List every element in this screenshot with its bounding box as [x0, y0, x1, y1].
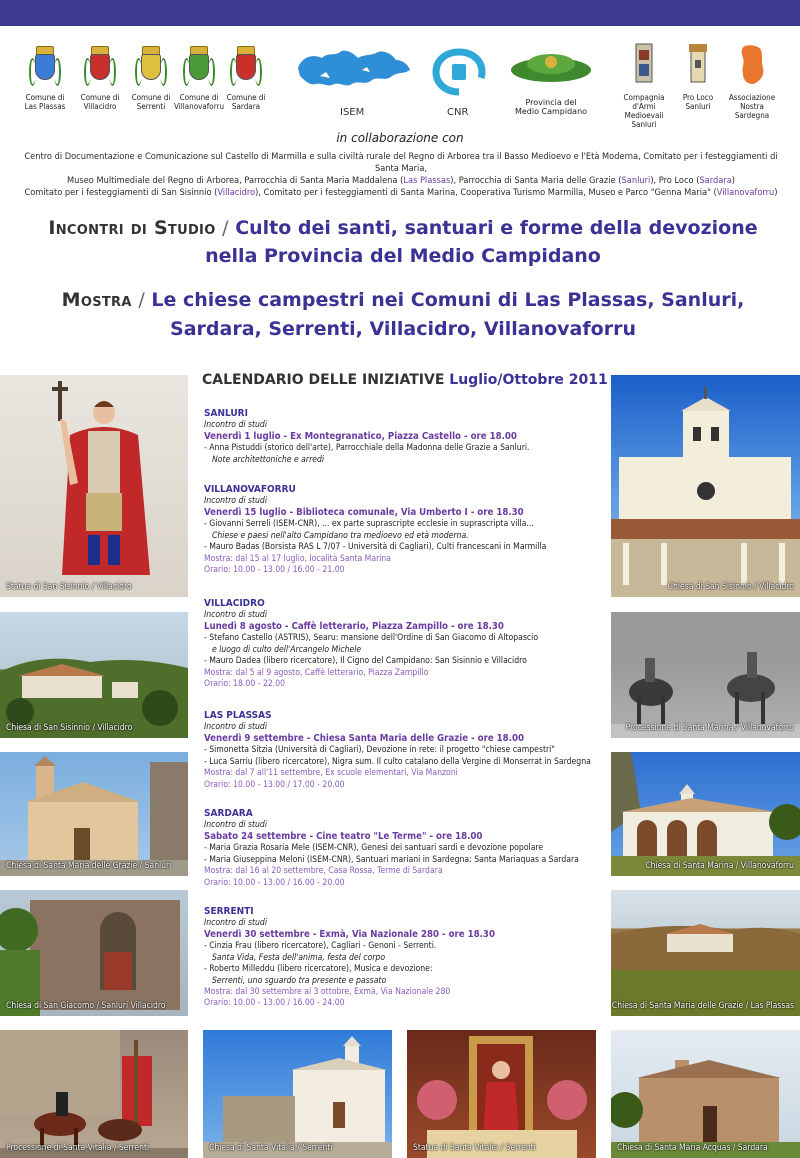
photo-caption: Chiesa di Santa Marina / Villanovaforru — [645, 861, 794, 871]
event-serrenti — [204, 906, 604, 1010]
photo-san-giacomo — [0, 890, 188, 1016]
crest-villacidro — [77, 44, 123, 111]
top-color-bar — [0, 0, 800, 26]
event-orario: Orario: 10.00 - 13.00 / 16.00 - 20.00 — [204, 877, 345, 888]
event-speaker: - Stefano Castello (ASTRIS), Searu: mansione dell'Ordine di San Giacomo di Altopascio — [204, 633, 604, 644]
event-orario: Orario: 18.00 - 22.00 — [204, 679, 286, 690]
coat-of-arms-icon — [231, 44, 261, 90]
event-kind: Incontro di studi — [204, 722, 267, 732]
event-speaker: - Cinzia Frau (libero ricercatore), Cagliari - Genoni - Serrenti. — [204, 941, 604, 952]
partners-line-2: Museo Multimediale del Regno di Arborea, Parrocchia di Santa Maria Maddalena (Las Plassas), Parrocchia di Santa Maria delle Grazie (Sanluri), Pro Loco (Sardara) — [67, 175, 735, 186]
heading-keyword: Incontri di Studio — [48, 217, 216, 239]
event-mostra: Mostra: dal 30 settembre al 3 ottobre, Exmà, Via Nazionale 280 — [204, 987, 451, 998]
event-orario: Orario: 10.00 - 13.00 / 17.00 - 20.00 — [204, 779, 345, 790]
crest-serrenti — [128, 44, 174, 111]
event-kind: Incontro di studi — [204, 820, 267, 830]
event-speaker: - Maria Giuseppina Meloni (ISEM-CNR), Santuari mariani in Sardegna: Santa Mariaquas a Sardara — [204, 855, 604, 866]
event-date: Venerdì 15 luglio - Biblioteca comunale, Via Umberto I - ore 18.30 — [204, 507, 524, 519]
event-orario: Orario: 10.00 - 13.00 / 16.00 - 21.00 — [204, 565, 345, 576]
heading-title: Le chiese campestri nei Comuni di Las Plassas, Sanluri, — [151, 289, 745, 311]
event-mostra: Mostra: dal 7 all'11 settembre, Ex scuole elementari, Via Manzoni — [204, 768, 458, 779]
isem-label: ISEM — [340, 107, 365, 118]
event-kind: Incontro di studi — [204, 496, 267, 506]
logo-caption: Comune di Villanovaforru — [173, 93, 225, 111]
photo-caption: Chiesa di Santa Vitalia / Serrenti — [209, 1143, 333, 1153]
event-town: VILLANOVAFORRU — [204, 484, 296, 495]
event-town: SANLURI — [204, 408, 248, 419]
photo-chiesa-vitalia — [203, 1030, 392, 1158]
photo-caption: Chiesa di San Giacomo / Sanluri Villacidro — [6, 1001, 166, 1011]
event-villanovaforru — [204, 484, 604, 576]
logo-caption: Comune di Villacidro — [80, 93, 120, 111]
logo-caption: Comune di Sardara — [226, 93, 266, 111]
event-speaker: - Anna Pistuddi (storico dell'arte), Parrocchiale della Madonna delle Grazie a Sanluri. — [204, 443, 604, 454]
calendar-title: CALENDARIO DELLE INIZIATIVE Luglio/Ottobre 2011 — [202, 372, 608, 388]
logo-caption: Comune di Las Plassas — [24, 93, 66, 111]
provincia-logo — [506, 48, 596, 88]
event-speaker: - Giovanni Serreli (ISEM-CNR), ... ex parte suprascripte ecclesie in suprascripta villa... — [204, 519, 604, 530]
crest-sardara — [223, 44, 269, 111]
photo-caption: Chiesa di Santa Maria delle Grazie / Sanluri — [6, 861, 172, 871]
event-speaker-cont: e luogo di culto dell'Arcangelo Michele — [212, 644, 362, 655]
heading-mostra: Mostra / Le chiese campestri nei Comuni di Las Plassas, Sanluri, Sardara, Serrenti, Villacidro, Villanovaforru — [18, 286, 788, 344]
logo-caption: Pro Loco Sanluri — [682, 93, 714, 111]
partners-line-3: Comitato per i festeggiamenti di San Sisinnio (Villacidro), Comitato per i festeggiamenti di Santa Marina, Cooperativa Turismo Marmilla, Museo e Parco "Genna Maria" (Villanovaforru) — [24, 187, 778, 198]
photo-caption: Chiesa di San Sisinnio / Villacidro — [6, 723, 133, 733]
coat-of-arms-icon — [136, 44, 166, 90]
photo-chiesa-sisinnio-left — [0, 612, 188, 738]
photo-caption: Chiesa di Santa Maria delle Grazie / Las Plassas — [611, 1001, 794, 1011]
event-date: Venerdì 1 luglio - Ex Montegranatico, Piazza Castello - ore 18.00 — [204, 431, 517, 443]
event-town: LAS PLASSAS — [204, 710, 272, 721]
photo-santa-maria-acquas — [611, 1030, 800, 1158]
photo-statua-san-sisinnio — [0, 375, 188, 597]
event-speaker-cont: Serrenti, uno sguardo tra presente e passato — [212, 975, 387, 986]
event-kind: Incontro di studi — [204, 610, 267, 620]
event-speaker: - Maria Grazia Rosaria Mele (ISEM-CNR), Genesi dei santuari sardi e devozione popolare — [204, 843, 604, 854]
event-las-plassas — [204, 710, 604, 791]
heading-title-cont: Sardara, Serrenti, Villacidro, Villanovaforru — [170, 318, 636, 340]
photo-caption: Processione di Santa Vitalia / Serrenti — [6, 1143, 150, 1153]
photo-processione-vitalia — [0, 1030, 188, 1158]
knight-icon — [632, 42, 656, 86]
calendar — [202, 372, 608, 398]
heading-keyword: Mostra — [61, 289, 132, 311]
logo-nostra-sardegna — [722, 42, 782, 120]
event-sardara — [204, 808, 604, 889]
provincia-label: Provincia del Medio Campidano — [514, 98, 588, 116]
event-speaker: - Mauro Dadea (libero ricercatore), Il Cigno del Campidano: San Sisinnio e Villacidro — [204, 656, 604, 667]
event-speaker-cont: Note architettoniche e arredi — [212, 454, 325, 465]
logo-caption: Compagnia d'Armi Medioevali Sanluri — [623, 93, 665, 129]
heading-title: Culto dei santi, santuari e forme della devozione — [235, 217, 758, 239]
photo-santa-maria-grazie-plassas — [611, 890, 800, 1016]
event-mostra: Mostra: dal 15 al 17 luglio, località Santa Marina — [204, 553, 392, 564]
event-kind: Incontro di studi — [204, 918, 267, 928]
event-kind: Incontro di studi — [204, 420, 267, 430]
coat-of-arms-icon — [184, 44, 214, 90]
photo-santa-maria-grazie-sanluri — [0, 752, 188, 876]
logo-caption: Comune di Serrenti — [131, 93, 171, 111]
logo-compagnia-armi — [613, 42, 675, 129]
photo-processione-marina — [611, 612, 800, 738]
logos-row — [0, 38, 800, 138]
event-speaker: - Roberto Milleddu (libero ricercatore), Musica e devozione: — [204, 964, 604, 975]
crest-las-plassas — [22, 44, 68, 111]
logo-pro-loco-sanluri — [678, 42, 718, 111]
event-date: Lunedì 8 agosto - Caffè letterario, Piazza Zampillo - ore 18.30 — [204, 621, 504, 633]
event-speaker-cont: Santa Vida, Festa dell'anima, festa del corpo — [212, 952, 386, 963]
event-date: Venerdì 30 settembre - Exmà, Via Nazionale 280 - ore 18.30 — [204, 929, 495, 941]
photo-statua-vitalia — [407, 1030, 596, 1158]
event-speaker: - Mauro Badas (Borsista RAS L 7/07 - Università di Cagliari), Culti francescani in Marmilla — [204, 542, 604, 553]
logo-caption: Associazione Nostra Sardegna — [728, 93, 776, 120]
photo-caption: Statua di San Sisinnio / Villacidro — [6, 582, 132, 592]
cnr-logo — [432, 48, 486, 96]
heading-incontri: Incontri di Studio / Culto dei santi, santuari e forme della devozione nella Provincia del Medio Campidano — [18, 214, 788, 270]
event-sanluri — [204, 408, 604, 466]
coat-of-arms-icon — [30, 44, 60, 90]
event-date: Sabato 24 settembre - Cine teatro "Le Terme" - ore 18.00 — [204, 831, 483, 843]
photo-caption: Chiesa di Santa Maria Acquas / Sardara — [617, 1143, 768, 1153]
cnr-label: CNR — [447, 107, 469, 118]
event-town: VILLACIDRO — [204, 598, 265, 609]
event-speaker: - Simonetta Sitzia (Università di Cagliari), Devozione in rete: il progetto "chiese campestri" — [204, 745, 604, 756]
crest-villanovaforru — [173, 44, 225, 111]
photo-caption: Statua di Santa Vitalia / Serrenti — [413, 1143, 536, 1153]
event-villacidro — [204, 598, 604, 690]
collaboration-line: in collaborazione con — [336, 131, 464, 145]
event-town: SARDARA — [204, 808, 253, 819]
event-town: SERRENTI — [204, 906, 254, 917]
partners-line-1: Centro di Documentazione e Comunicazione sul Castello di Marmilla e sulla civiltà rurale del Regno di Arborea tra il Basso Medioevo e l'Età Moderna, Comitato per i festeggiamenti di Santa Maria, — [24, 151, 778, 174]
event-date: Venerdì 9 settembre - Chiesa Santa Maria delle Grazie - ore 18.00 — [204, 733, 524, 745]
partners-list — [16, 151, 786, 199]
event-speaker-cont: Chiese e paesi nell'alto Campidano tra medioevo ed età moderna. — [212, 530, 469, 541]
event-speaker: - Luca Sarriu (libero ricercatore), Nigra sum. Il culto catalano della Vergine di Monserrat in Sardegna — [204, 757, 604, 768]
heading-title-cont: nella Provincia del Medio Campidano — [205, 245, 601, 267]
photo-chiesa-santa-marina — [611, 752, 800, 876]
photo-caption: Chiesa di San Sisinnio / Villacidro — [667, 582, 794, 592]
event-mostra: Mostra: dal 5 al 9 agosto, Caffè letterario, Piazza Zampillo — [204, 667, 429, 678]
coat-of-arms-icon — [85, 44, 115, 90]
photo-chiesa-sisinnio-right — [611, 375, 800, 597]
photo-caption: Processione di Santa Marina / Villanovaforru — [625, 723, 794, 733]
sardinia-map-icon — [737, 42, 767, 86]
tower-icon — [685, 42, 711, 86]
event-orario: Orario: 10.00 - 13.00 / 16.00 - 24.00 — [204, 998, 345, 1009]
isem-map-logo — [292, 46, 414, 92]
event-mostra: Mostra: dal 16 al 20 settembre, Casa Rossa, Terme di Sardara — [204, 866, 443, 877]
